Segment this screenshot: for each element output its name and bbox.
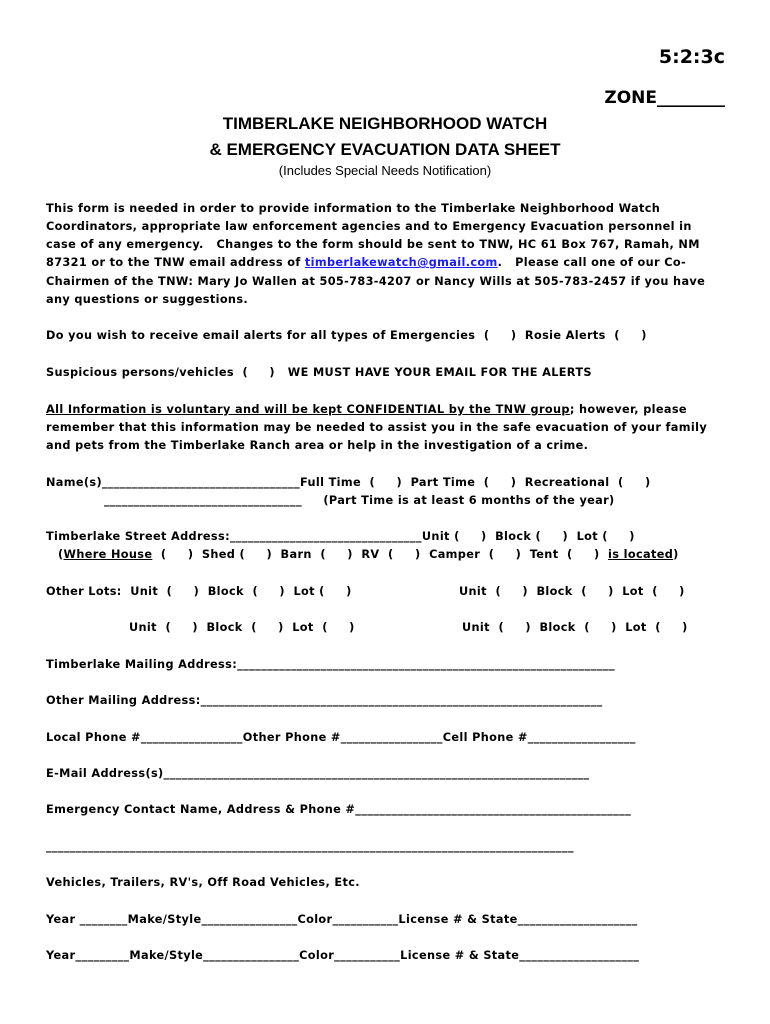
suspicious-alerts-question: Suspicious persons/vehicles ( ) WE MUST HAVE YOUR EMAIL FOR THE ALERTS [46, 366, 592, 379]
paren-close: ) [673, 548, 679, 561]
structure-options[interactable]: ( ) Shed ( ) Barn ( ) RV ( ) Camper ( ) Tent ( ) [152, 548, 609, 561]
emergency-contact-field[interactable]: Emergency Contact Name, Address & Phone #______________________________________________ [46, 803, 632, 816]
intro-line-3: case of any emergency. Changes to the form should be sent to TNW, HC 61 Box 767, Ramah, NM [46, 238, 700, 251]
confidential-line-2: remember that this information may be needed to assist you in the safe evacuation of your family [46, 421, 708, 434]
confidential-rest: ; however, please [569, 403, 687, 416]
zone-field: ZONE________ [604, 88, 725, 108]
other-lots-row-1-right[interactable]: Unit ( ) Block ( ) Lot ( ) [459, 585, 685, 598]
other-lots-row-1-left[interactable]: Other Lots: Unit ( ) Block ( ) Lot ( ) [46, 585, 352, 598]
other-mailing-address-field[interactable]: Other Mailing Address:___________________________________________________________________ [46, 694, 603, 707]
vehicles-heading: Vehicles, Trailers, RV's, Off Road Vehicles, Etc. [46, 876, 360, 889]
other-lots-row-2-left[interactable]: Unit ( ) Block ( ) Lot ( ) [129, 621, 355, 634]
email-address-field[interactable]: E-Mail Address(s)_______________________________________________________________________ [46, 767, 590, 780]
confidential-lead: All Information is voluntary and will be kept CONFIDENTIAL by the TNW group [46, 403, 570, 416]
mailing-address-field[interactable]: Timberlake Mailing Address:_______________________________________________________________ [46, 658, 615, 671]
emergency-contact-field-line-2[interactable]: ________________________________________________________________________________________ [46, 840, 574, 853]
structure-type-line [58, 548, 679, 561]
title-line-1: TIMBERLAKE NEIGHBORHOOD WATCH [222, 114, 548, 133]
email-alerts-question: Do you wish to receive email alerts for all types of Emergencies ( ) Rosie Alerts ( ) [46, 329, 647, 342]
names-field[interactable]: Name(s)_________________________________Full Time ( ) Part Time ( ) Recreational ( ) [46, 476, 651, 489]
where-house-label: Where House [63, 548, 153, 561]
names-field-line-2[interactable]: _________________________________ (Part Time is at least 6 months of the year) [104, 494, 615, 507]
intro-line-2: Coordinators, appropriate law enforcement agencies and to Emergency Evacuation personnel in [46, 220, 692, 233]
vehicle-row-2[interactable]: Year_________Make/Style________________Color___________License # & State____________________ [46, 949, 640, 962]
paren-open: ( [58, 548, 64, 561]
intro-line-4-post: . Please call one of our Co- [497, 256, 687, 269]
phone-fields[interactable]: Local Phone #_________________Other Phone #_________________Cell Phone #__________________ [46, 731, 636, 744]
form-code: 5:2:3c [658, 46, 725, 68]
vehicle-row-1[interactable]: Year ________Make/Style________________Color___________License # & State____________________ [46, 913, 638, 926]
subtitle: (Includes Special Needs Notification) [278, 163, 492, 178]
intro-line-1: This form is needed in order to provide information to the Timberlake Neighborhood Watch [46, 202, 661, 215]
other-lots-row-2-right[interactable]: Unit ( ) Block ( ) Lot ( ) [462, 621, 688, 634]
intro-line-6: any questions or suggestions. [46, 293, 249, 306]
intro-line-5: Chairmen of the TNW: Mary Jo Wallen at 505-783-4207 or Nancy Wills at 505-783-2457 if you have [46, 275, 706, 288]
email-link[interactable]: timberlakewatch@gmail.com [304, 256, 498, 269]
is-located-label: is located [608, 548, 674, 561]
street-address-field[interactable]: Timberlake Street Address:________________________________Unit ( ) Block ( ) Lot ( ) [46, 530, 635, 543]
confidential-line-3: and pets from the Timberlake Ranch area or help in the investigation of a crime. [46, 439, 589, 452]
title-line-2: & EMERGENCY EVACUATION DATA SHEET [209, 140, 561, 159]
intro-line-4-pre: 87321 or to the TNW email address of [46, 256, 305, 269]
intro-line-4 [46, 256, 686, 269]
confidential-line-1 [46, 403, 687, 416]
